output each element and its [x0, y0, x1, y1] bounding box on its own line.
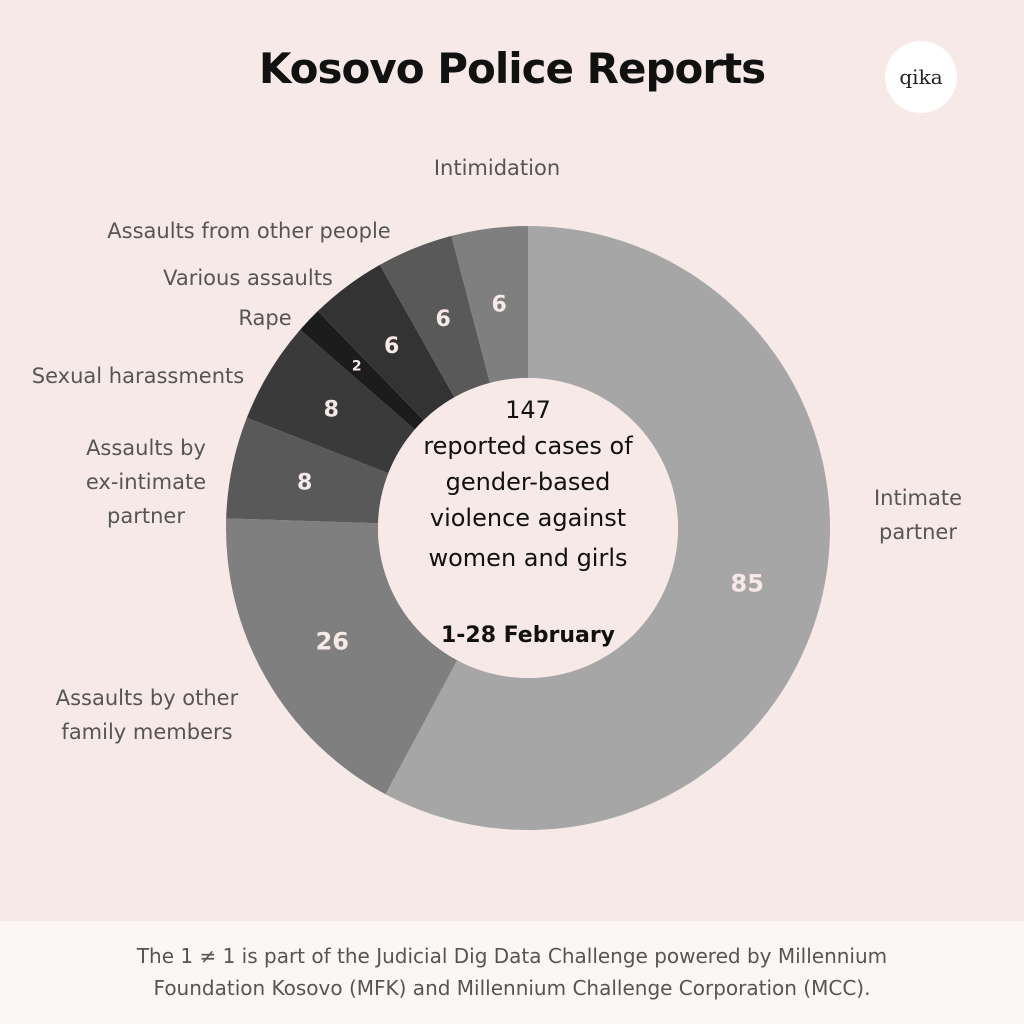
- slice-category-label-line: Sexual harassments: [31, 364, 245, 388]
- slice-category-label-0: [874, 486, 962, 544]
- center-line-1: reported cases of: [423, 432, 633, 460]
- footer-line-2: Foundation Kosovo (MFK) and Millennium Challenge Corporation (MCC).: [153, 976, 871, 1000]
- slice-category-label-line: Various assaults: [163, 266, 333, 290]
- slice-value-0: 85: [730, 569, 764, 598]
- slice-category-label-5: [163, 266, 333, 290]
- slice-category-label-line: Intimidation: [433, 156, 561, 180]
- slice-category-label-line: Assaults by: [86, 436, 206, 460]
- footer-text: [0, 940, 1024, 1004]
- center-total: 147: [505, 396, 551, 424]
- slice-category-label-line: partner: [107, 504, 185, 528]
- slice-category-label-7: [434, 156, 560, 180]
- slice-value-4: 2: [351, 358, 362, 375]
- slice-value-5: 6: [383, 333, 400, 359]
- slice-value-3: 8: [323, 397, 339, 423]
- center-line-3: violence against: [429, 504, 627, 532]
- slice-category-label-line: family members: [61, 720, 233, 744]
- slice-category-label-4: [238, 306, 291, 330]
- slice-category-label-line: ex-intimate: [85, 470, 207, 494]
- slice-category-label-1: [56, 686, 239, 744]
- slice-category-label-line: Rape: [238, 306, 292, 330]
- slice-category-label-line: Assaults from other people: [107, 219, 391, 243]
- slice-category-label-line: Assaults by other: [55, 686, 239, 710]
- logo-text: qika: [899, 65, 943, 89]
- slice-category-label-3: [32, 364, 244, 388]
- slice-value-6: 6: [435, 307, 451, 333]
- slice-category-label-2: [86, 436, 206, 528]
- slice-category-label-6: [107, 219, 390, 243]
- chart-title: Kosovo Police Reports: [258, 44, 766, 93]
- slice-value-1: 26: [315, 627, 349, 656]
- slice-value-2: 8: [297, 470, 313, 496]
- footer-line-1: The 1 ≠ 1 is part of the Judicial Dig Data Challenge powered by Millennium: [136, 944, 888, 968]
- slice-value-7: 6: [491, 292, 507, 318]
- center-line-4: women and girls: [428, 544, 628, 572]
- slice-category-label-line: partner: [879, 520, 957, 544]
- center-period: 1-28 February: [440, 623, 616, 648]
- center-line-2: gender-based: [445, 468, 611, 496]
- slice-category-label-line: Intimate: [873, 486, 963, 510]
